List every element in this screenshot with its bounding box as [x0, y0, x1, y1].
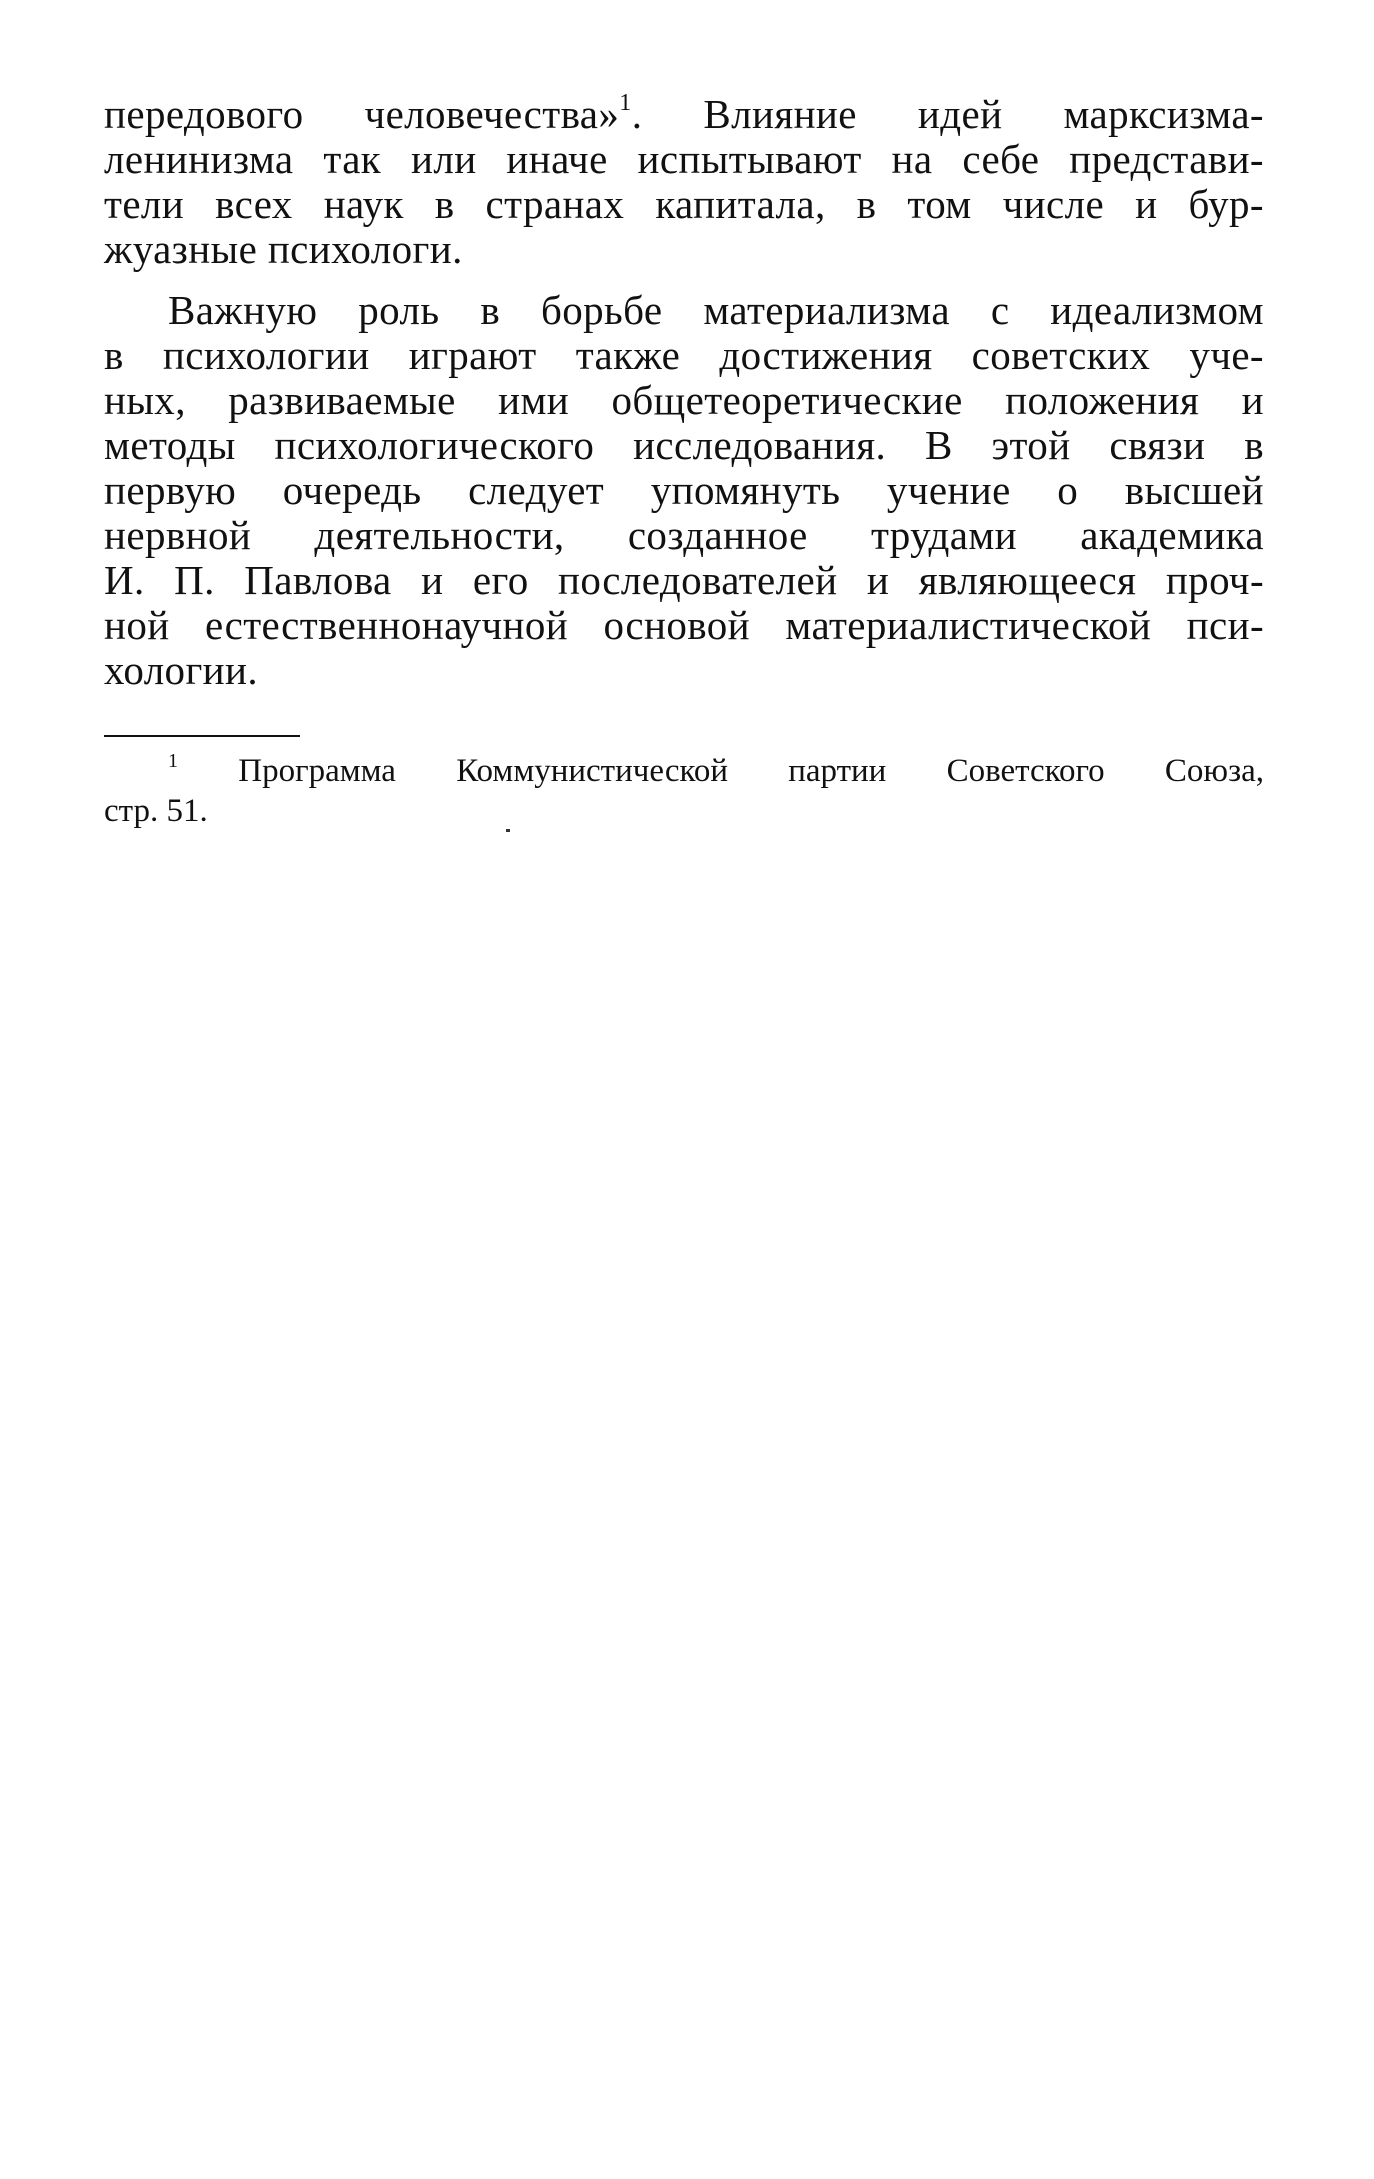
paragraph-2-line-9: хологии.	[104, 647, 259, 693]
paragraph-1-line-2: ленинизма так или иначе испытывают на себе представи-	[104, 136, 1264, 182]
footnote	[104, 751, 1264, 831]
paragraph-2-line-3: ных, развиваемые ими общетеоретические положения и	[104, 377, 1264, 423]
paragraph-1	[104, 92, 1264, 272]
paragraph-2-line-5: первую очередь следует упомянуть учение о высшей	[104, 467, 1264, 513]
footnote-marker: 1	[168, 750, 178, 772]
text-segment: передового человечества»	[104, 91, 620, 137]
paragraph-1-line-1	[104, 92, 1264, 137]
paragraph-1-line-3: тели всех наук в странах капитала, в том числе и бур-	[104, 181, 1264, 227]
paragraph-2-line-6: нервной деятельности, созданное трудами академика	[104, 512, 1264, 558]
paragraph-2-line-4: методы психологического исследования. В этой связи в	[104, 422, 1264, 468]
paragraph-2-line-2: в психологии играют также достижения советских уче-	[104, 332, 1264, 378]
print-speck	[506, 829, 510, 832]
paragraph-2-line-8: ной естественнонаучной основой материалистической пси-	[104, 602, 1264, 648]
paragraph-1-line-4: жуазные психологи.	[104, 226, 463, 272]
text-segment: . Влияние идей марксизма-	[631, 91, 1264, 137]
page-body	[104, 92, 1264, 831]
paragraph-2-line-1: Важную роль в борьбе материализма с идеализмом	[168, 287, 1264, 333]
footnote-line-1	[104, 751, 1264, 791]
footnote-divider	[104, 735, 300, 737]
footnote-line-2: стр. 51.	[104, 793, 208, 829]
footnote-text: Программа Коммунистической партии Советского Союза,	[238, 753, 1265, 789]
paragraph-2-line-7: И. П. Павлова и его последователей и являющееся проч-	[104, 557, 1264, 603]
footnote-reference: 1	[619, 90, 632, 116]
paragraph-2	[104, 288, 1264, 693]
